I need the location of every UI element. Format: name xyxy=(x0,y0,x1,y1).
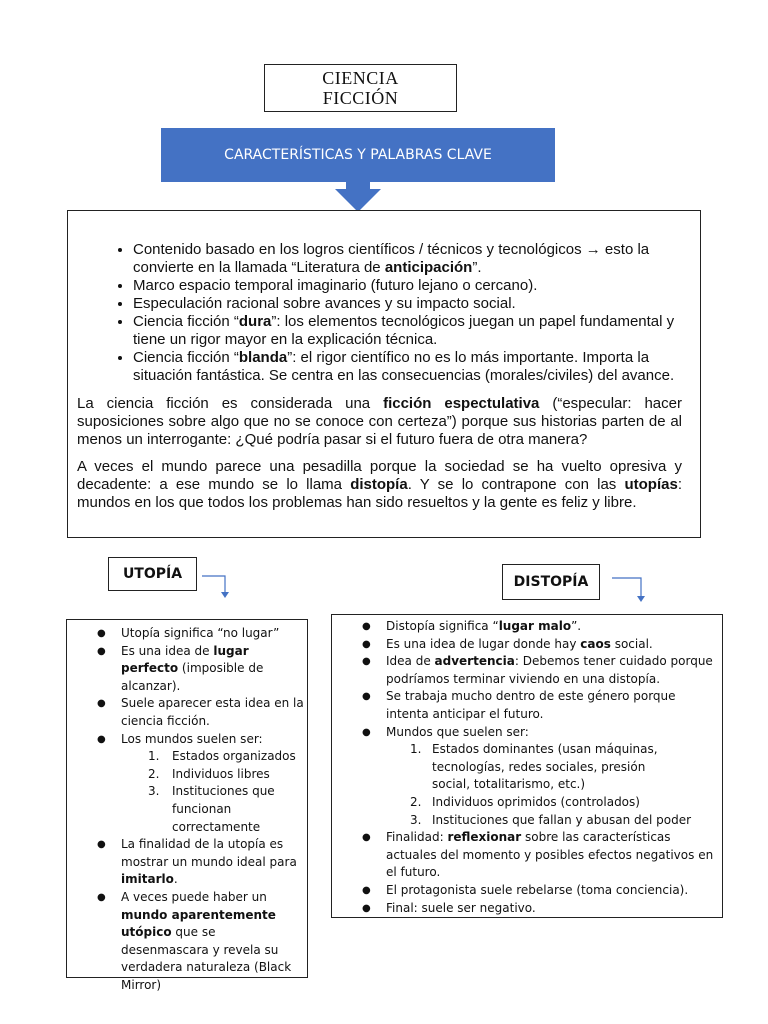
list-item: ● Es una idea de lugar donde hay caos social. xyxy=(362,636,653,651)
paragraph-definition: La ciencia ficción es considerada una ficción espectulativa (“especular: hacer suposiciones sobre algo que no se conoce con certeza”) porque sus historias parten de al menos un interrogante: ¿Qué podría pasar si el futuro fuera de otra manera? xyxy=(77,395,682,448)
sublist-item: 1. Estados organizados xyxy=(148,749,296,764)
title-box xyxy=(264,64,457,112)
list-item: ● Los mundos suelen ser: 1. Estados organizados 2. Individuos libres 3. Instituciones que funcionan correctamente xyxy=(121,731,307,837)
list-item: ● La finalidad de la utopía es mostrar un mundo ideal para imitarlo. xyxy=(97,837,297,887)
paragraph-distopia: A veces el mundo parece una pesadilla porque la sociedad se ha vuelto opresiva y decadente: a ese mundo se lo llama distopía. Y se lo contrapone con las utopías: mundos en los que todos los problemas han sido resueltos y la gente es feliz y libre. xyxy=(77,458,682,511)
characteristics-banner xyxy=(161,128,555,182)
list-item: ● A veces puede haber un mundo aparentemente utópico que se desenmascara y revela su verdadera naturaleza (Black Mirror) xyxy=(97,889,292,992)
list-item: • Marco espacio temporal imaginario (futuro lejano o cercano). xyxy=(133,277,682,295)
list-item: • Ciencia ficción “blanda”: el rigor científico no es lo más importante. Importa la situación fantástica. Se centra en las consecuencias (morales/civiles) del avance. xyxy=(133,349,682,385)
utopia-list xyxy=(67,620,307,994)
list-item: • Ciencia ficción “dura”: los elementos tecnológicos juegan un papel fundamental y tiene un rigor mayor en la explicación técnica. xyxy=(133,313,682,349)
characteristics-list xyxy=(77,241,682,385)
list-item: ● El protagonista suele rebelarse (toma conciencia). xyxy=(362,882,689,897)
sublist-item: 2. Individuos libres xyxy=(148,766,270,781)
list-item: ● Distopía significa “lugar malo”. xyxy=(362,619,582,633)
distopia-box xyxy=(331,614,723,918)
list-item: ● Es una idea de lugar perfecto (imposible de alcanzar). xyxy=(97,643,264,693)
list-item: ● Suele aparecer esta idea en la ciencia ficción. xyxy=(97,696,304,728)
title-line-1: CIENCIA xyxy=(322,68,399,88)
list-item: ● Utopía significa “no lugar” xyxy=(97,626,280,640)
sublist-item: 1. Estados dominantes (usan máquinas, tecnologías, redes sociales, presión social, totalitarismo, etc.) xyxy=(410,742,658,792)
sublist-item: 3. Instituciones que fallan y abusan del poder xyxy=(410,812,692,827)
banner-text: CARACTERÍSTICAS Y PALABRAS CLAVE xyxy=(224,147,492,163)
distopia-label: DISTOPÍA xyxy=(513,574,589,590)
title-line-2: FICCIÓN xyxy=(322,88,399,108)
distopia-label-box xyxy=(502,564,600,600)
list-item: • Especulación racional sobre avances y su impacto social. xyxy=(133,295,682,313)
connector-arrow-icon xyxy=(610,576,650,604)
sublist-item: 3. Instituciones que funcionan correctamente xyxy=(148,784,275,834)
right-arrow-icon: → xyxy=(585,241,601,258)
connector-arrow-icon xyxy=(200,574,234,600)
list-item: ● Se trabaja mucho dentro de este género porque intenta anticipar el futuro. xyxy=(362,689,676,721)
utopia-sublist xyxy=(121,748,307,836)
sublist-item: 2. Individuos oprimidos (controlados) xyxy=(410,794,640,809)
list-item: ● Mundos que suelen ser: 1. Estados dominantes (usan máquinas, tecnologías, redes sociales, presión social, totalitarismo, etc.) 2. Individuos oprimidos (controlados) 3. Instituciones que fallan y abusan del poder xyxy=(386,724,722,830)
distopia-sublist xyxy=(386,741,722,829)
utopia-label: UTOPÍA xyxy=(122,566,183,582)
list-item: ● Idea de advertencia: Debemos tener cuidado porque podríamos terminar viviendo en una distopía. xyxy=(362,654,713,686)
utopia-box xyxy=(66,619,308,992)
list-item: • Contenido basado en los logros científicos / técnicos y tecnológicos → esto la convierte en la llamada “Literatura de anticipación”. xyxy=(133,241,682,277)
main-content-box xyxy=(67,210,701,538)
list-item: ● Finalidad: reflexionar sobre las características actuales del momento y posibles efectos negativos en el futuro. xyxy=(362,830,714,880)
down-arrow-icon xyxy=(333,181,383,213)
list-item: ● Final: suele ser negativo. xyxy=(362,900,536,915)
utopia-label-box xyxy=(108,557,197,591)
distopia-list xyxy=(332,615,722,917)
